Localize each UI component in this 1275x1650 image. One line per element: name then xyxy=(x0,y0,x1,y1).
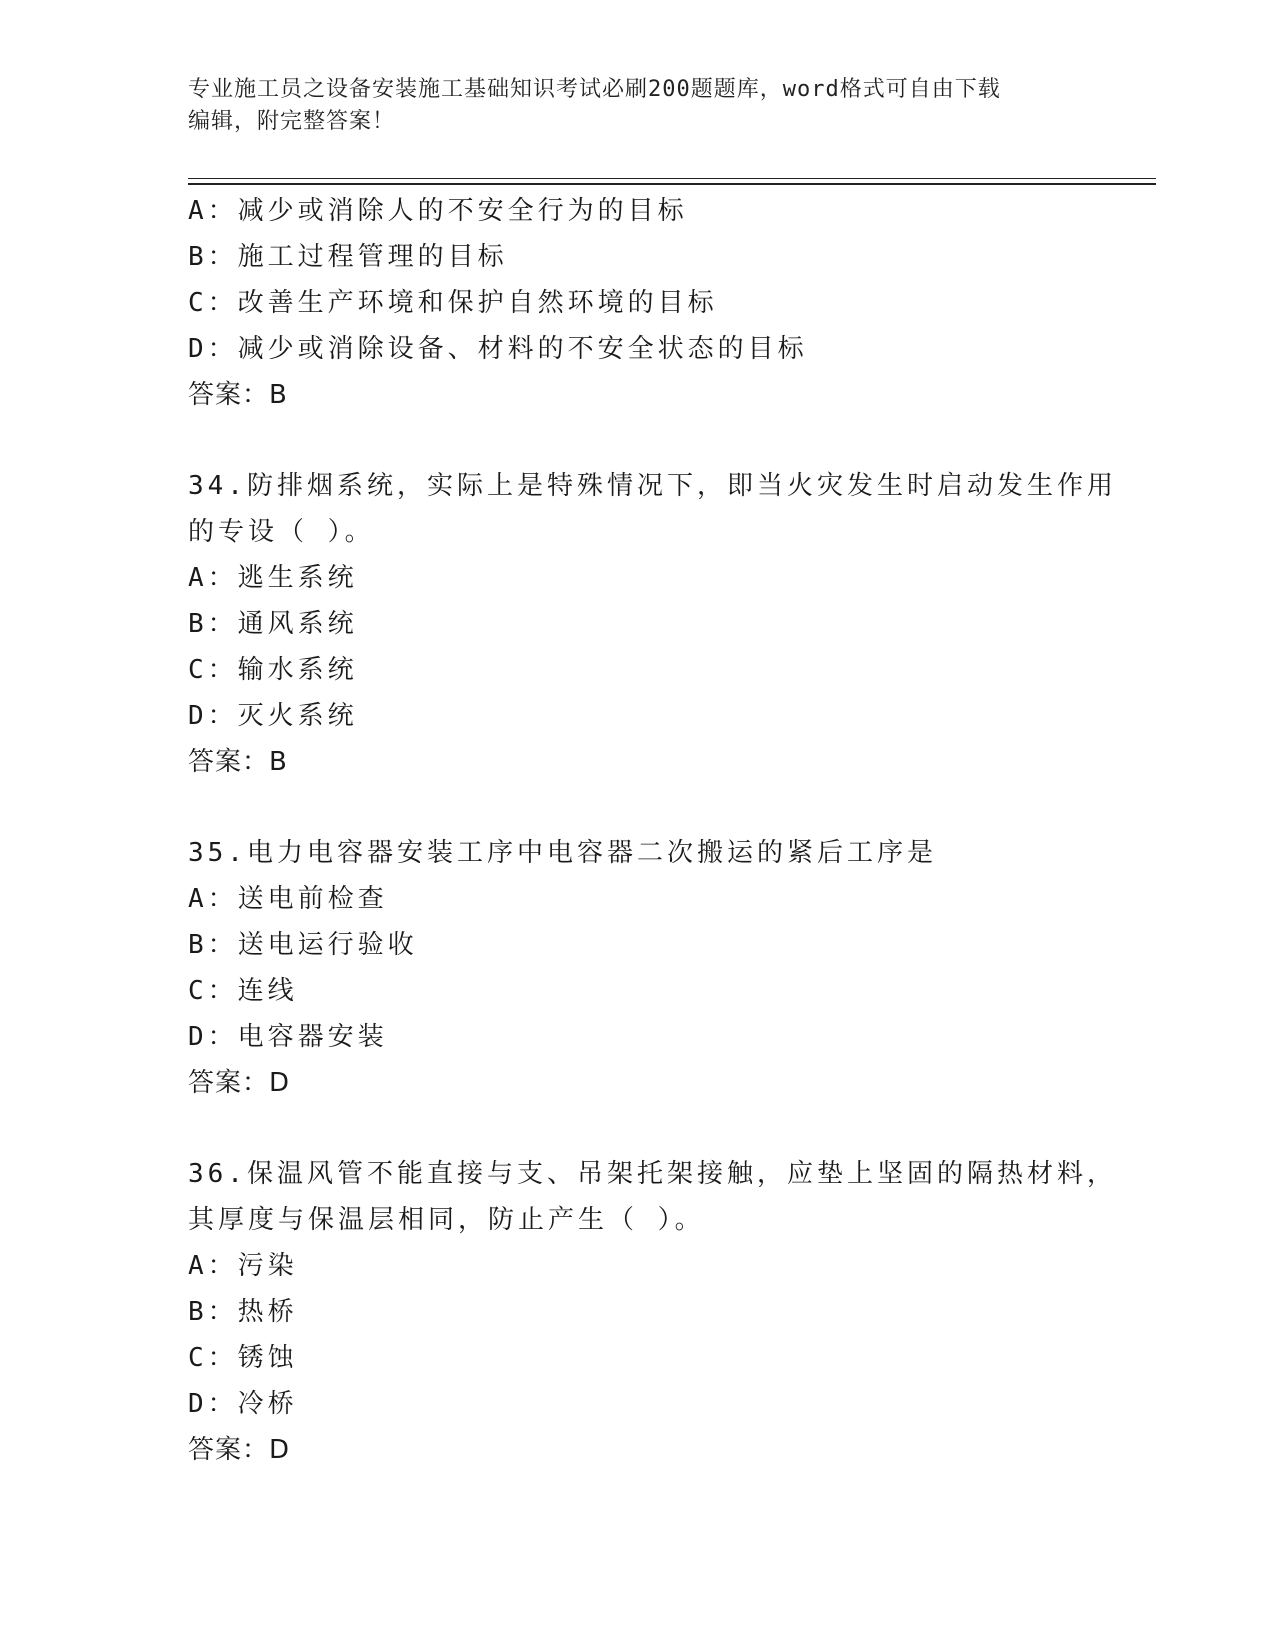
question-34 xyxy=(188,463,1148,785)
spacer xyxy=(188,418,1148,463)
spacer xyxy=(188,1106,1148,1151)
document-header xyxy=(188,74,1088,138)
option-b: B：热桥 xyxy=(188,1297,298,1327)
option-c: C：连线 xyxy=(188,976,298,1006)
question-text: 35.电力电容器安装工序中电容器二次搬运的紧后工序是 xyxy=(188,838,937,868)
option-d: D：电容器安装 xyxy=(188,1022,388,1052)
option-b: B：施工过程管理的目标 xyxy=(188,242,508,272)
header-line-2: 编辑，附完整答案！ xyxy=(188,109,396,134)
option-d: D：减少或消除设备、材料的不安全状态的目标 xyxy=(188,334,808,364)
question-list xyxy=(188,188,1148,1473)
answer-line: 答案：B xyxy=(188,380,288,410)
answer-line: 答案：B xyxy=(188,747,288,777)
question-35 xyxy=(188,830,1148,1106)
option-c: C：改善生产环境和保护自然环境的目标 xyxy=(188,288,718,318)
header-divider-thin xyxy=(188,178,1156,179)
question-text: 36.保温风管不能直接与支、吊架托架接触，应垫上坚固的隔热材料， xyxy=(188,1159,1117,1189)
spacer xyxy=(188,785,1148,830)
answer-line: 答案：D xyxy=(188,1435,291,1465)
question-33 xyxy=(188,188,1148,418)
option-c: C：输水系统 xyxy=(188,655,358,685)
question-text: 34.防排烟系统，实际上是特殊情况下，即当火灾发生时启动发生作用 xyxy=(188,471,1117,501)
question-36 xyxy=(188,1151,1148,1473)
answer-line: 答案：D xyxy=(188,1068,291,1098)
header-divider-thick xyxy=(188,183,1156,185)
header-line-1: 专业施工员之设备安装施工基础知识考试必刷200题题库，word格式可自由下载 xyxy=(188,77,1001,102)
option-a: A：污染 xyxy=(188,1251,298,1281)
option-b: B：送电运行验收 xyxy=(188,930,418,960)
question-text-continued: 其厚度与保温层相同，防止产生（ ）。 xyxy=(188,1205,705,1235)
option-a: A：送电前检查 xyxy=(188,884,388,914)
option-a: A：减少或消除人的不安全行为的目标 xyxy=(188,196,688,226)
option-c: C：锈蚀 xyxy=(188,1343,298,1373)
option-d: D：冷桥 xyxy=(188,1389,298,1419)
option-a: A：逃生系统 xyxy=(188,563,358,593)
question-text-continued: 的专设（ ）。 xyxy=(188,517,375,547)
option-b: B：通风系统 xyxy=(188,609,358,639)
option-d: D：灭火系统 xyxy=(188,701,358,731)
